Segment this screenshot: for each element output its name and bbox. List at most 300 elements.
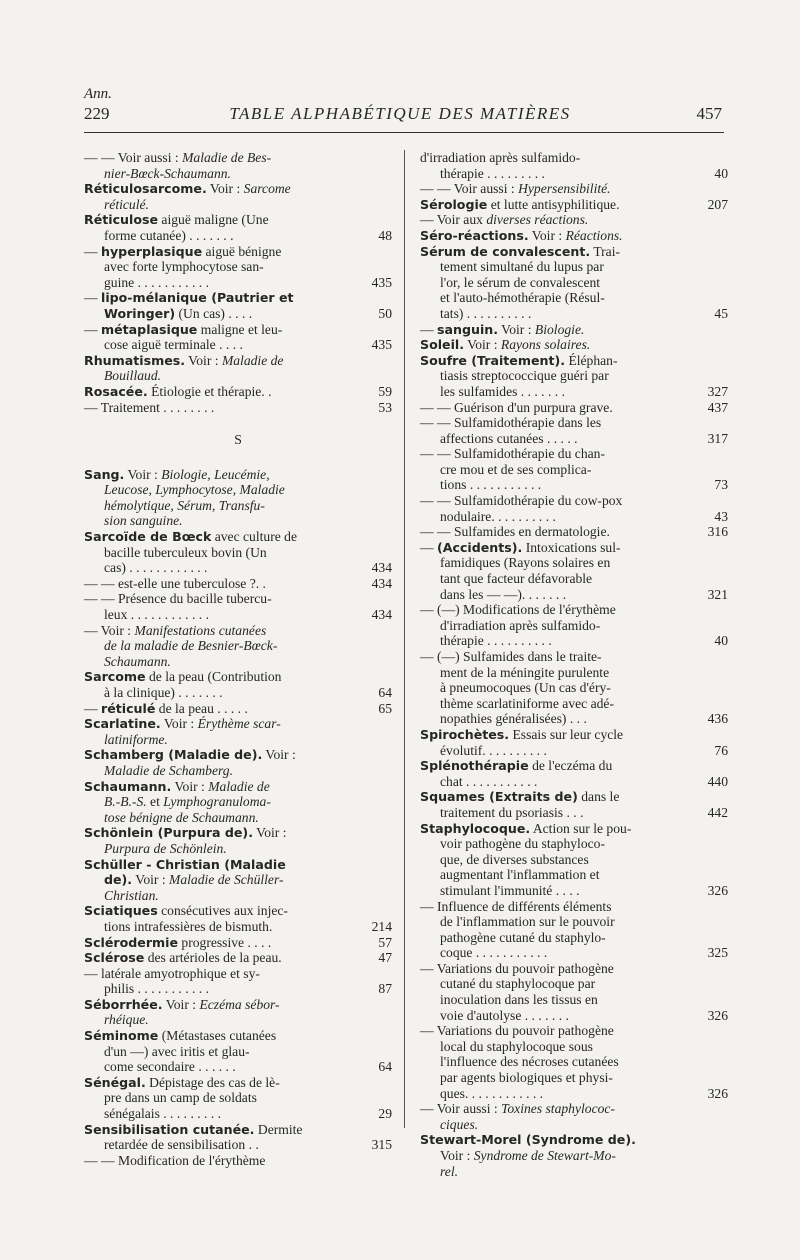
page-reference: 47 — [378, 950, 392, 966]
entry-text: Voir : — [464, 337, 501, 353]
entry-text: Voir : — [206, 181, 244, 197]
entry-line — [84, 482, 392, 498]
entry-text: thérapie . . . . . . . . . . — [440, 633, 552, 649]
entry-text: local du staphylocoque sous — [440, 1038, 593, 1054]
index-entry — [420, 540, 728, 602]
entry-line — [420, 696, 728, 712]
entry-text: l'influence des nécroses cutanées — [440, 1054, 619, 1070]
entry-text: — — Guérison d'un purpura grave. — [420, 399, 613, 415]
entry-text: de la peau (Contribution — [145, 669, 282, 685]
entry-text: aiguë maligne (Une — [158, 212, 269, 228]
entry-text: et l'auto-hémothérapie (Résul- — [440, 290, 605, 306]
page-reference: 76 — [714, 742, 728, 758]
entry-text: — — Sulfamidothérapie du cow-pox — [420, 493, 623, 509]
entry-line — [84, 1059, 392, 1075]
entry-text: — — [84, 243, 101, 259]
entry-text: Essais sur leur cycle — [509, 726, 624, 742]
entry-heading: Stewart-Morel (Syndrome de). — [420, 1132, 636, 1148]
entry-text: des artérioles de la peau. — [144, 950, 282, 966]
entry-text: voie d'autolyse . . . . . . . — [440, 1007, 569, 1023]
entry-text: de la peau . . . . . — [155, 700, 248, 716]
journal-abbrev: Ann. — [84, 86, 112, 102]
page-reference: 327 — [707, 383, 728, 399]
entry-line — [84, 384, 392, 400]
entry-text: come secondaire . . . . . . — [104, 1059, 236, 1075]
entry-line — [420, 1148, 728, 1164]
entry-text: cose aiguë terminale . . . . — [104, 337, 243, 353]
entry-line — [84, 290, 392, 306]
entry-heading: Sérologie — [420, 196, 488, 212]
entry-text: par agents biologiques et physi- — [440, 1070, 613, 1086]
entry-line — [84, 779, 392, 795]
entry-line — [420, 1086, 728, 1102]
entry-text: — Voir aux — [420, 212, 487, 228]
entry-text: Voir : — [162, 996, 200, 1012]
entry-text: — — Sulfamides en dermatologie. — [420, 524, 610, 540]
entry-line — [84, 181, 392, 197]
entry-text: consécutives aux injec- — [157, 903, 288, 919]
entry-line — [420, 306, 728, 322]
index-entry — [84, 400, 392, 416]
page-title: TABLE ALPHABÉTIQUE DES MATIÈRES — [229, 104, 571, 123]
index-entry — [420, 244, 728, 322]
entry-heading: Rosacée. — [84, 383, 148, 399]
index-entry — [84, 244, 392, 291]
entry-line — [84, 1075, 392, 1091]
entry-text: dans le — [577, 789, 620, 805]
entry-line — [420, 602, 728, 618]
entry-line — [84, 701, 392, 717]
cross-reference: Rayons solaires. — [500, 337, 591, 353]
entry-line — [84, 244, 392, 260]
entry-line — [420, 914, 728, 930]
entry-text: dans les — —). . . . . . . — [440, 586, 567, 602]
entry-line — [420, 493, 728, 509]
entry-heading: Staphylocoque. — [420, 820, 531, 836]
index-entry — [420, 197, 728, 213]
index-entry — [84, 825, 392, 856]
entry-text: tions intrafessières de bismuth. — [104, 918, 273, 934]
entry-text: — Voir : — [84, 622, 135, 638]
index-entry — [420, 212, 728, 228]
index-entry — [84, 181, 392, 212]
entry-line — [420, 618, 728, 634]
entry-line — [84, 841, 392, 857]
entry-line — [420, 555, 728, 571]
entry-text: famidiques (Rayons solaires en — [440, 555, 611, 571]
page-reference: 316 — [707, 524, 728, 540]
entry-line — [420, 415, 728, 431]
entry-line — [84, 810, 392, 826]
entry-text: — — [420, 321, 437, 337]
entry-text: les sulfamides . . . . . . . — [440, 383, 565, 399]
entry-line — [420, 524, 728, 540]
cross-reference: Biologie. — [534, 321, 585, 337]
index-entry — [84, 997, 392, 1028]
entry-line — [84, 400, 392, 416]
entry-heading: sanguin. — [437, 321, 499, 337]
index-entry — [84, 529, 392, 576]
entry-heading: Séro-réactions. — [420, 227, 529, 243]
entry-line — [84, 560, 392, 576]
cross-reference: tose bénigne de Schaumann. — [104, 809, 259, 825]
entry-text: guine . . . . . . . . . . . — [104, 274, 209, 290]
entry-line — [84, 166, 392, 182]
entry-text: avec culture de — [211, 529, 297, 545]
entry-line — [84, 197, 392, 213]
entry-line — [420, 883, 728, 899]
index-entry — [84, 353, 392, 384]
entry-text: pathogène cutané du staphylo- — [440, 929, 606, 945]
entry-text: sénégalais . . . . . . . . . — [104, 1106, 222, 1122]
entry-line — [84, 935, 392, 951]
index-entry — [420, 1132, 728, 1179]
entry-text: (Un cas) . . . . — [175, 305, 253, 321]
entry-heading: lipo-mélanique (Pautrier et — [101, 290, 294, 306]
entry-line — [84, 545, 392, 561]
entry-text: l'or, le sérum de convalescent — [440, 274, 601, 290]
entry-heading: (Accidents). — [437, 539, 523, 555]
entry-line — [420, 197, 728, 213]
entry-line — [84, 1153, 392, 1169]
entry-line — [84, 654, 392, 670]
cross-reference: Maladie de Bes- — [182, 150, 272, 165]
entry-heading: Sénégal. — [84, 1074, 146, 1090]
entry-line — [84, 716, 392, 732]
entry-text: Voir : — [185, 352, 222, 368]
entry-heading: Schamberg (Maladie de). — [84, 747, 263, 763]
entry-text: cre mou et de ses complica- — [440, 461, 592, 477]
entry-heading: Soleil. — [420, 337, 464, 353]
entry-line — [420, 711, 728, 727]
page-reference: 434 — [371, 575, 392, 591]
page-reference: 434 — [371, 607, 392, 623]
entry-heading: de). — [104, 872, 133, 888]
entry-line — [84, 1028, 392, 1044]
cross-reference: Sarcome — [243, 181, 291, 197]
index-entry — [420, 602, 728, 649]
entry-line — [420, 368, 728, 384]
page-reference: 64 — [378, 1059, 392, 1075]
entry-heading: Réticulose — [84, 212, 159, 228]
entry-line — [84, 950, 392, 966]
entry-line — [84, 825, 392, 841]
entry-text: avec forte lymphocytose san- — [104, 259, 264, 275]
entry-text: nodulaire. . . . . . . . . . — [440, 508, 556, 524]
entry-line — [420, 353, 728, 369]
entry-line — [420, 680, 728, 696]
cross-reference: rel. — [440, 1163, 458, 1179]
page-reference: 321 — [707, 586, 728, 602]
entry-heading: Sarcoïde de Bœck — [84, 529, 212, 545]
index-entry — [420, 353, 728, 400]
entry-line — [84, 732, 392, 748]
index-entry — [84, 384, 392, 400]
index-entry — [420, 150, 728, 181]
entry-text: Intoxications sul- — [522, 539, 621, 555]
entry-line — [420, 1023, 728, 1039]
index-entry — [420, 789, 728, 820]
index-entry — [84, 290, 392, 321]
entry-line — [84, 498, 392, 514]
entry-text: progressive . . . . — [178, 934, 272, 950]
entry-text: de l'eczéma du — [528, 758, 613, 774]
entry-text: d'irradiation après sulfamido- — [420, 150, 581, 165]
entry-text: Étiologie et thérapie. . — [147, 383, 272, 399]
index-entry — [84, 903, 392, 934]
page-reference: 65 — [378, 700, 392, 716]
page-reference: 207 — [707, 196, 728, 212]
entry-line — [420, 228, 728, 244]
entry-heading: Sang. — [84, 466, 125, 482]
cross-reference: diverses réactions. — [486, 212, 589, 228]
cross-reference: ciques. — [440, 1116, 479, 1132]
page-reference: 29 — [378, 1106, 392, 1122]
entry-text: cas) . . . . . . . . . . . . — [104, 560, 208, 576]
index-entry — [84, 966, 392, 997]
entry-text: tant que facteur défavorable — [440, 571, 593, 587]
entry-text: bacille tuberculeux bovin (Un — [104, 544, 267, 560]
index-entry — [420, 727, 728, 758]
entry-line — [420, 244, 728, 260]
entry-line — [84, 997, 392, 1013]
entry-line — [420, 400, 728, 416]
cross-reference: Hypersensibilité. — [518, 181, 611, 197]
entry-heading: Schaumann. — [84, 778, 172, 794]
index-entry — [84, 1028, 392, 1075]
entry-text: Dépistage des cas de lè- — [145, 1074, 280, 1090]
entry-line — [420, 867, 728, 883]
cross-reference: Purpura de Schönlein. — [104, 840, 227, 856]
entry-line — [84, 228, 392, 244]
cross-reference: Eczéma sébor- — [199, 996, 280, 1012]
entry-line — [420, 836, 728, 852]
entry-text: — — [84, 321, 101, 337]
entry-text: forme cutanée) . . . . . . . — [104, 227, 234, 243]
entry-line — [420, 1117, 728, 1133]
page-reference: 53 — [378, 399, 392, 415]
page-reference: 64 — [378, 685, 392, 700]
entry-line — [420, 259, 728, 275]
entry-text: évolutif. . . . . . . . . . — [440, 742, 547, 758]
index-entry — [420, 228, 728, 244]
cross-reference: Maladie de Schüller- — [169, 872, 284, 888]
entry-heading: Rhumatismes. — [84, 352, 186, 368]
index-entry — [420, 493, 728, 524]
cross-reference: réticulé. — [104, 196, 149, 212]
entry-heading: Squames (Extraits de) — [420, 789, 578, 805]
page-reference: 50 — [378, 305, 392, 321]
index-entry — [84, 747, 392, 778]
index-entry — [420, 415, 728, 446]
entry-line — [420, 322, 728, 338]
index-entry — [420, 322, 728, 338]
column-divider — [404, 150, 405, 1128]
index-entry — [420, 649, 728, 727]
entry-line — [420, 789, 728, 805]
entry-heading: Séborrhée. — [84, 996, 163, 1012]
entry-text: inoculation dans les tissus en — [440, 992, 598, 1008]
entry-text: d'un —) avec iritis et glau- — [104, 1043, 250, 1059]
entry-text: tement simultané du lupus par — [440, 259, 604, 275]
entry-text: aiguë bénigne — [202, 243, 282, 259]
page-reference: 59 — [378, 383, 392, 399]
page-reference: 40 — [714, 633, 728, 649]
index-entry — [84, 591, 392, 622]
entry-line — [420, 1070, 728, 1086]
index-entry — [84, 1075, 392, 1122]
entry-text: — — [84, 290, 101, 306]
index-entry — [420, 337, 728, 353]
entry-line — [420, 1132, 728, 1148]
index-entry — [420, 821, 728, 899]
entry-line — [84, 981, 392, 997]
entry-line — [84, 872, 392, 888]
entry-heading: Séminome — [84, 1028, 159, 1044]
index-entry — [420, 1023, 728, 1101]
entry-line — [84, 591, 392, 607]
entry-line — [84, 1106, 392, 1122]
entry-text: tiasis streptococcique guéri par — [440, 368, 609, 384]
entry-line — [420, 571, 728, 587]
entry-line — [420, 633, 728, 649]
entry-line — [420, 290, 728, 306]
index-entry — [420, 400, 728, 416]
entry-text: — — Présence du bacille tubercu- — [84, 591, 272, 607]
page-reference: 326 — [707, 882, 728, 898]
entry-text: Éléphan- — [565, 352, 618, 368]
entry-text: — — Voir aussi : — [420, 181, 519, 197]
entry-heading: Sclérose — [84, 950, 145, 966]
entry-text: d'irradiation après sulfamido- — [440, 617, 601, 633]
page-reference: 48 — [378, 227, 392, 243]
entry-line — [84, 529, 392, 545]
cross-reference: sion sanguine. — [104, 513, 183, 529]
entry-line — [420, 976, 728, 992]
entry-text: — — Voir aussi : — [84, 150, 183, 165]
entry-text: tats) . . . . . . . . . . — [440, 305, 532, 321]
page-reference: 214 — [371, 918, 392, 934]
entry-heading: hyperplasique — [101, 243, 203, 259]
entry-text: — — est-elle une tuberculose ?. . — [84, 575, 266, 591]
entry-line — [420, 945, 728, 961]
entry-heading: Soufre (Traitement). — [420, 352, 566, 368]
entry-line — [420, 477, 728, 493]
entry-line — [84, 1090, 392, 1106]
entry-text: leux . . . . . . . . . . . . — [104, 607, 209, 623]
entry-text: traitement du psoriasis . . . — [440, 804, 584, 820]
entry-line — [84, 794, 392, 810]
page-reference: 87 — [378, 981, 392, 997]
entry-text: et — [146, 794, 164, 810]
entry-text: coque . . . . . . . . . . . — [440, 945, 548, 961]
page-reference: 325 — [707, 945, 728, 961]
entry-line — [84, 1044, 392, 1060]
page-reference: 73 — [714, 477, 728, 493]
entry-heading: Scarlatine. — [84, 716, 161, 732]
entry-line — [84, 259, 392, 275]
entry-line — [84, 513, 392, 529]
entry-text: Dermite — [254, 1121, 303, 1137]
entry-text: Voir : — [160, 716, 198, 732]
entry-line — [420, 446, 728, 462]
cross-reference: rhéique. — [104, 1012, 149, 1028]
entry-line — [84, 1012, 392, 1028]
entry-text: maligne et leu- — [197, 321, 283, 337]
page-reference: 317 — [707, 430, 728, 446]
index-entry — [420, 961, 728, 1023]
cross-reference: Maladie de — [221, 352, 284, 368]
cross-reference: Réactions. — [565, 227, 623, 243]
entry-line — [84, 919, 392, 935]
entry-line — [420, 1101, 728, 1117]
header-rule — [84, 132, 724, 133]
entry-text: Voir : — [498, 321, 535, 337]
entry-line — [420, 774, 728, 790]
entry-heading: Sarcome — [84, 669, 146, 685]
entry-text: — latérale amyotrophique et sy- — [84, 965, 260, 981]
cross-reference: Toxines staphylococ- — [501, 1101, 615, 1117]
entry-text: à pneumocoques (Un cas d'éry- — [440, 680, 611, 696]
index-entry — [84, 467, 392, 529]
entry-text: — Variations du pouvoir pathogène — [420, 1023, 614, 1039]
entry-line — [84, 212, 392, 228]
cross-reference: Bouillaud. — [104, 368, 162, 384]
entry-line — [84, 322, 392, 338]
entry-line — [84, 857, 392, 873]
page-reference: 326 — [707, 1007, 728, 1023]
entry-line — [84, 368, 392, 384]
entry-text: Trai- — [590, 243, 621, 259]
entry-line — [84, 966, 392, 982]
entry-line — [420, 166, 728, 182]
entry-text: — Voir aussi : — [420, 1101, 502, 1117]
page-reference: 437 — [707, 399, 728, 415]
left-column — [84, 150, 392, 1168]
entry-line — [84, 903, 392, 919]
entry-text: nopathies généralisées) . . . — [440, 711, 587, 727]
index-entry — [84, 576, 392, 592]
entry-line — [84, 576, 392, 592]
entry-text: augmentant l'inflammation et — [440, 867, 600, 883]
entry-line — [84, 763, 392, 779]
page-reference: 440 — [707, 773, 728, 789]
entry-text: voir pathogène du staphyloco- — [440, 836, 605, 852]
index-entry — [84, 779, 392, 826]
entry-line — [84, 607, 392, 623]
entry-line — [420, 821, 728, 837]
entry-line — [420, 462, 728, 478]
index-entry — [84, 950, 392, 966]
index-entry — [84, 212, 392, 243]
entry-line — [84, 337, 392, 353]
entry-text: ques. . . . . . . . . . . . — [440, 1085, 544, 1101]
index-entry — [84, 150, 392, 181]
entry-heading: Réticulosarcome. — [84, 181, 207, 197]
section-letter: S — [234, 433, 242, 449]
index-entry — [84, 701, 392, 717]
cross-reference: Maladie de — [208, 778, 270, 794]
cross-reference: Schaumann. — [104, 653, 171, 669]
cross-reference: Christian. — [104, 887, 159, 903]
entry-text: et lutte antisyphilitique. — [487, 196, 620, 212]
index-entry — [420, 758, 728, 789]
entry-heading: Sclérodermie — [84, 934, 179, 950]
entry-text: Action sur le pou- — [530, 820, 632, 836]
index-entry — [84, 1122, 392, 1153]
right-column — [420, 150, 728, 1179]
index-entry — [84, 669, 392, 700]
